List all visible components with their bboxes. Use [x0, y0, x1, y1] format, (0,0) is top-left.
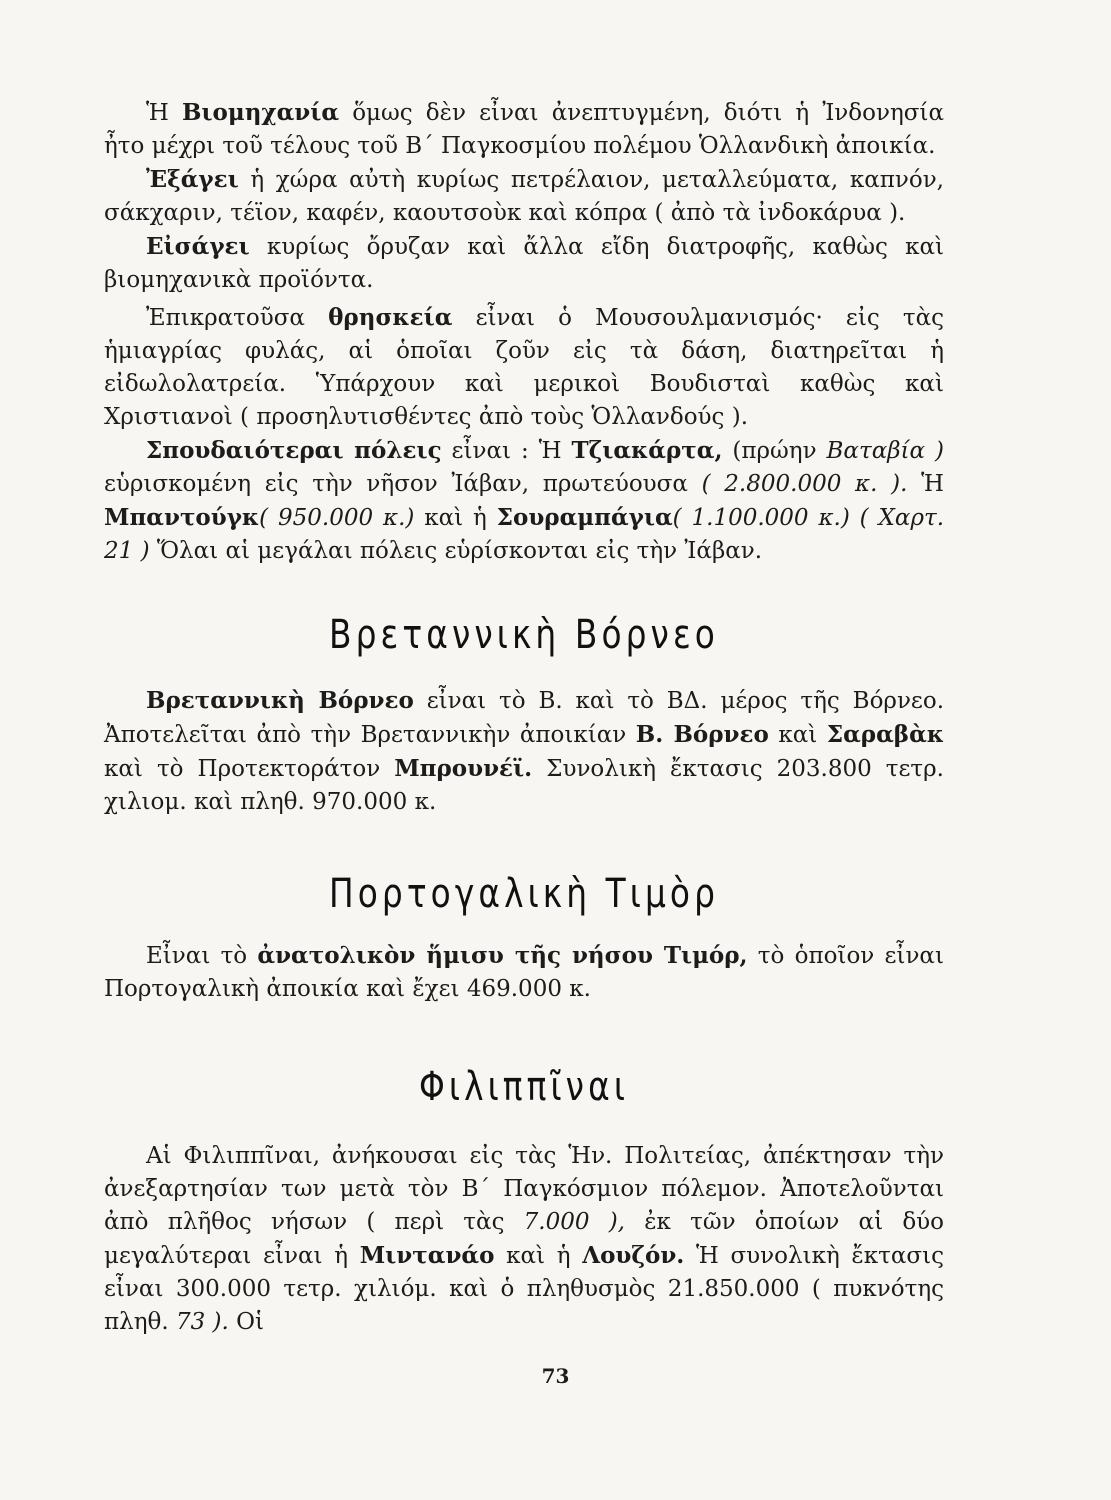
term-north-borneo: Β. Βόρνεο [635, 721, 769, 748]
heading-portuguese-timor: Πορτογαλικὴ Τιμὸρ [328, 871, 720, 917]
text: καὶ [768, 722, 827, 748]
text: ἐκ τῶν ὁποίων αἱ δύο μεγαλύτεραι εἶναι ἡ [104, 1209, 944, 1269]
city-jakarta: Τζιακάρτα, [571, 437, 723, 464]
text: εἶναι τὸ Β. καὶ τὸ ΒΔ. μέρος τῆς Βόρνεο. Ἀποτελεῖται ἀπὸ τὴν Βρεταννικὴν ἀποικίαν [104, 688, 944, 748]
page-body [104, 96, 944, 1339]
text-italic: Βαταβία ) [826, 438, 945, 464]
population-surabaya: ( 1.100.000 κ.) ( Χαρτ. 21 ) [104, 505, 945, 564]
heading-british-borneo: Βρεταννικὴ Βόρνεο [329, 612, 719, 658]
text: Ἡ [146, 100, 182, 126]
paragraph-industry [104, 96, 944, 163]
paragraph-exports [104, 163, 944, 230]
text: καὶ ἡ [414, 505, 497, 531]
term-imports: Εἰσάγει [146, 233, 250, 260]
text-italic: 7.000 ), [523, 1209, 625, 1235]
text: εἶναι ὁ Μουσουλμανισμός· εἰς τὰς ἡμιαγρίας φυλάς, αἱ ὁποῖαι ζοῦν εἰς τὰ δάση, διατηρεῖται ἡ εἰδωλολατρεία. Ὑπάρχουν καὶ μερικοὶ Βουδισταὶ καθὼς καὶ Χριστιανοὶ ( προσηλυτισθέντες ἀπὸ τοὺς Ὁλλανδούς ). [104, 305, 944, 430]
text: Ἡ [907, 471, 944, 497]
text: ἡ χώρα αὐτὴ κυρίως πετρέλαιον, μεταλλεύματα, καπνόν, σάκχαριν, τέϊον, καφέν, καουτσοὺκ καὶ κόπρα ( ἀπὸ τὰ ἰνδοκάρυα ). [104, 167, 944, 226]
text: Ἡ συνολικὴ ἔκτασις εἶναι 300.000 τετρ. χιλιόμ. καὶ ὁ πληθυσμὸς 21.850.000 ( πυκνότης πληθ. [104, 1243, 945, 1335]
population-bandung: ( 950.000 κ.) [259, 505, 415, 531]
text-italic: 73 ). [175, 1309, 229, 1335]
text: (πρώην [722, 438, 827, 464]
text: Συνολικὴ ἔκτασις 203.800 τετρ. χιλιομ. καὶ πληθ. 970.000 κ. [104, 756, 944, 815]
term-industry: Βιομηχανία [181, 99, 340, 126]
paragraph-religion [104, 301, 944, 434]
text: Αἱ Φιλιππῖναι, ἀνήκουσαι εἰς τὰς Ἡν. Πολιτείας, ἀπέκτησαν τὴν ἀνεξαρτησίαν των μετὰ τὸν Β΄ Παγκόσμιον πόλεμον. Ἀποτελοῦνται ἀπὸ πλῆθος νήσων ( περὶ τὰς [104, 1143, 944, 1235]
city-bandung: Μπαντούγκ [104, 504, 260, 531]
text: ὅμως δὲν εἶναι ἀνεπτυγμένη, διότι ἡ Ἰνδονησία ἦτο μέχρι τοῦ τέλους τοῦ Β΄ Παγκοσμίου πολέμου Ὁλλανδικὴ ἀποικία. [104, 100, 944, 159]
text: κυρίως ὄρυζαν καὶ ἄλλα εἴδη διατροφῆς, καθὼς καὶ βιομηχανικὰ προϊόντα. [104, 234, 944, 293]
term-east-timor: ἀνατολικὸν ἥμισυ τῆς νήσου Τιμόρ, [257, 942, 748, 969]
paragraph-cities [104, 434, 944, 568]
paragraph-borneo [104, 684, 944, 819]
text: εἶναι : Ἡ [441, 438, 572, 464]
paragraph-timor [104, 939, 944, 1006]
page-number: 73 [541, 1364, 570, 1388]
term-mindanao: Μιντανάο [359, 1242, 495, 1269]
population-jakarta: ( 2.800.000 κ. ). [701, 471, 908, 497]
term-religion: θρησκεία [328, 304, 453, 331]
city-surabaya: Σουραμπάγια [496, 504, 673, 531]
text: εὑρισκομένη εἰς τὴν νῆσον Ἰάβαν, πρωτεύουσα [104, 471, 702, 497]
text: Εἶναι τὸ [146, 943, 258, 969]
term-cities: Σπουδαιότεραι πόλεις [146, 437, 442, 464]
paragraph-philippines [104, 1140, 944, 1339]
term-exports: Ἐξάγει [146, 166, 239, 193]
text: τὸ ὁποῖον εἶναι Πορτογαλικὴ ἀποικία καὶ ἔχει 469.000 κ. [104, 943, 944, 1002]
text: Οἱ [228, 1309, 265, 1335]
term-brunei: Μπρουνέϊ. [394, 755, 533, 782]
text: καὶ ἡ [494, 1243, 583, 1269]
text: Ὅλαι αἱ μεγάλαι πόλεις εὑρίσκονται εἰς τὴν Ἰάβαν. [149, 538, 763, 564]
text: καὶ τὸ Προτεκτοράτον [104, 756, 395, 782]
heading-philippines: Φιλιππῖναι [418, 1064, 630, 1110]
term-sarawak: Σαραβὰκ [826, 721, 945, 748]
paragraph-imports [104, 230, 944, 297]
term-luzon: Λουζόν. [582, 1242, 685, 1269]
text: Ἐπικρατοῦσα [146, 305, 329, 331]
term-british-borneo: Βρεταννικὴ Βόρνεο [146, 687, 414, 714]
